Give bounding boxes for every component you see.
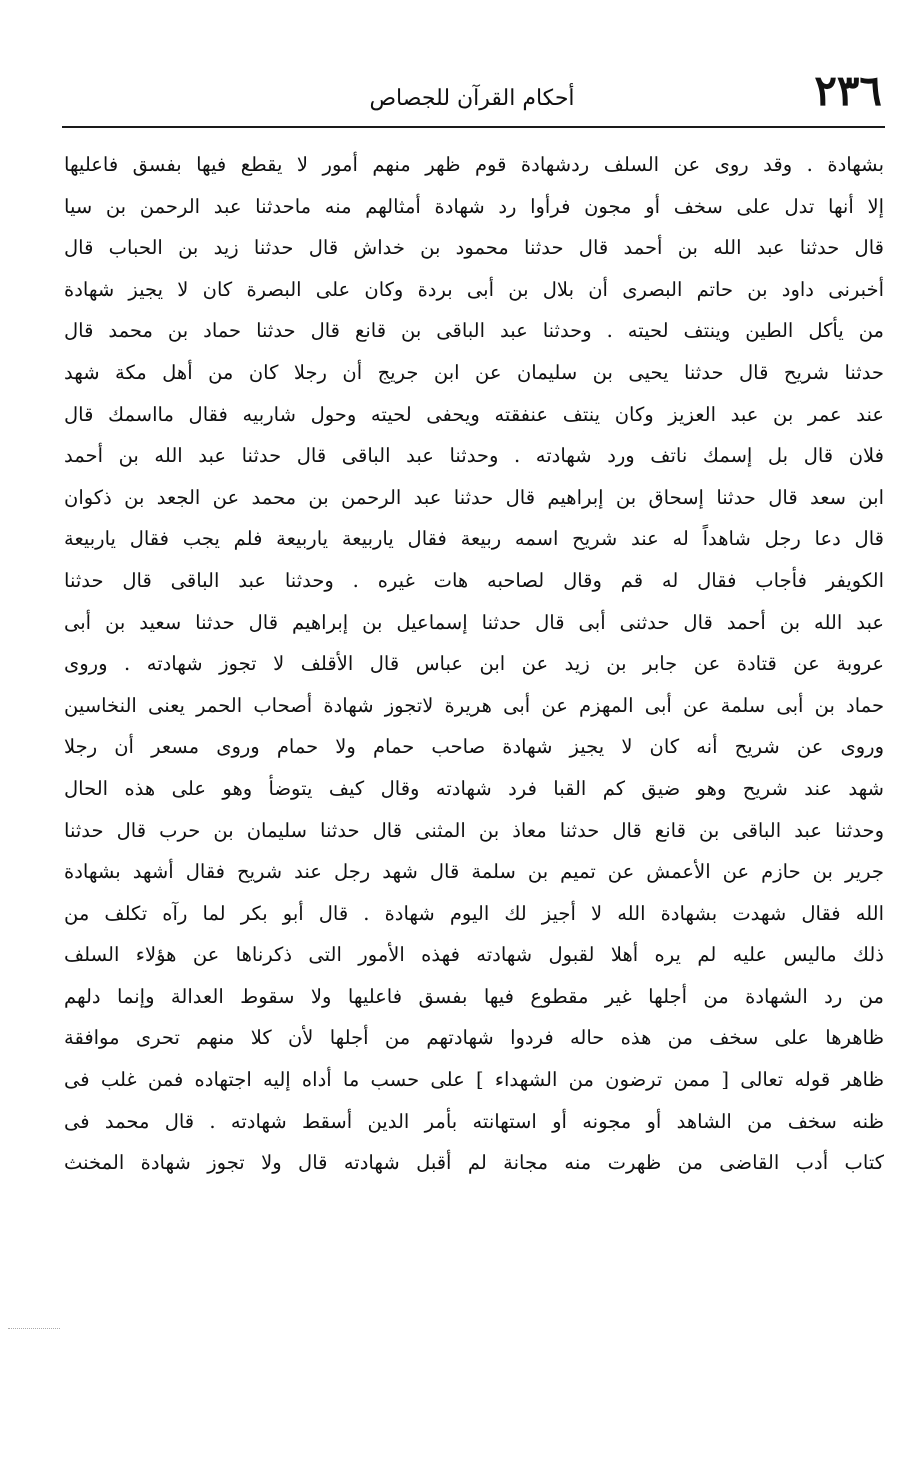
page-body-text [64,144,884,1184]
text-line: من يأكل الطين وينتف لحيته . وحدثنا عبد الباقى بن قانع قال حدثنا حماد بن محمد قال [64,319,884,343]
text-line: حدثنا شريح قال حدثنا يحيى بن سليمان عن ابن جريج أن رجلا كان من أهل مكة شهد [64,360,884,384]
text-line: ظاهرها على سخف من هذه حاله فردوا شهادتهم من أجلها لأن كلا منهم تحرى موافقة [64,1026,884,1050]
text-line: أخبرنى داود بن حاتم البصرى أن بلال بن أبى بردة وكان على البصرة كان لا يجيز شهادة [64,277,884,301]
text-line: عند عمر بن عبد العزيز وكان ينتف عنفقته ويحفى لحيته وحول شاربيه فقال مااسمك قال [64,402,884,426]
text-line: ذلك ماليس عليه لم يره أهلا لقبول شهادته فهذه الأمور التى ذكرناها عن هؤلاء السلف [64,943,884,967]
text-line: ظنه سخف من الشاهد أو مجونه أو استهانته بأمر الدين أسقط شهادته . قال محمد فى [64,1109,884,1133]
text-line: جرير بن حازم عن الأعمش عن تميم بن سلمة قال شهد رجل عند شريح فقال أشهد بشهادة [64,860,884,884]
text-line: ابن سعد قال حدثنا إسحاق بن إبراهيم قال حدثنا عبد الرحمن بن محمد عن الجعد بن ذكوان [64,485,884,509]
text-line: وحدثنا عبد الباقى بن قانع قال حدثنا معاذ بن المثنى قال حدثنا سليمان بن حرب قال حدثنا [64,818,884,842]
text-line: قال دعا رجل شاهداً له عند شريح اسمه ربيعة فقال ياربيعة ياربيعة فلم يجب فقال ياربيعة [64,527,884,551]
running-title: أحكام القرآن للجصاص [369,86,575,111]
text-line: عروبة عن قتادة عن جابر بن زيد عن ابن عباس قال الأقلف لا تجوز شهادته . وروى [64,652,884,676]
text-line: فلان قال بل إسمك ناتف ورد شهادته . وحدثنا عبد الباقى قال حدثنا عبد الله بن أحمد [64,444,884,468]
text-line: حماد بن أبى سلمة عن أبى المهزم عن أبى هريرة لاتجوز شهادة أصحاب الحمر يعنى النخاسين [64,693,884,717]
text-line: شهد عند شريح وهو ضيق كم القبا فرد شهادته وقال كيف يتوضأ وهو على هذه الحال [64,776,884,800]
text-line: عبد الله بن أحمد قال حدثنى أبى قال حدثنا إسماعيل بن إبراهيم قال حدثنا سعيد بن أبى [64,610,884,634]
text-line: بشهادة . وقد روى عن السلف ردشهادة قوم ظهر منهم أمور لا يقطع فيها بفسق فاعليها [64,153,884,176]
text-line: الله فقال شهدت بشهادة الله لا أجيز لك اليوم شهادة . قال أبو بكر لما رآه تكلف من [64,901,884,925]
text-line: من رد الشهادة من أجلها غير مقطوع فيها بفسق فاعليها ولا سقوط العدالة وإنما دلهم [64,984,884,1008]
text-line: قال حدثنا عبد الله بن أحمد قال حدثنا محمود بن خداش قال حدثنا زيد بن الحباب قال [64,236,884,260]
scan-edge-dots [8,1328,60,1329]
text-line: الكويفر فأجاب فقال له قم وقال لصاحبه هات غيره . وحدثنا عبد الباقى قال حدثنا [64,568,884,592]
page-number: ٢٣٦ [814,66,882,115]
text-line: وروى عن شريح أنه كان لا يجيز شهادة صاحب حمام ولا حمام وروى مسعر أن رجلا [64,735,884,759]
page-header [62,62,882,126]
text-line: ظاهر قوله تعالى [ ممن ترضون من الشهداء ] على حسب ما أداه إليه اجتهاده فمن غلب فى [64,1068,884,1092]
text-line: إلا أنها تدل على سخف أو مجون فرأوا رد شهادة أمثالهم منه ماحدثنا عبد الرحمن بن سيا [64,194,884,218]
text-line: كتاب أدب القاضى من ظهرت منه مجانة لم أقبل شهادته قال ولا تجوز شهادة المخنث [64,1151,884,1175]
header-divider [62,126,885,128]
